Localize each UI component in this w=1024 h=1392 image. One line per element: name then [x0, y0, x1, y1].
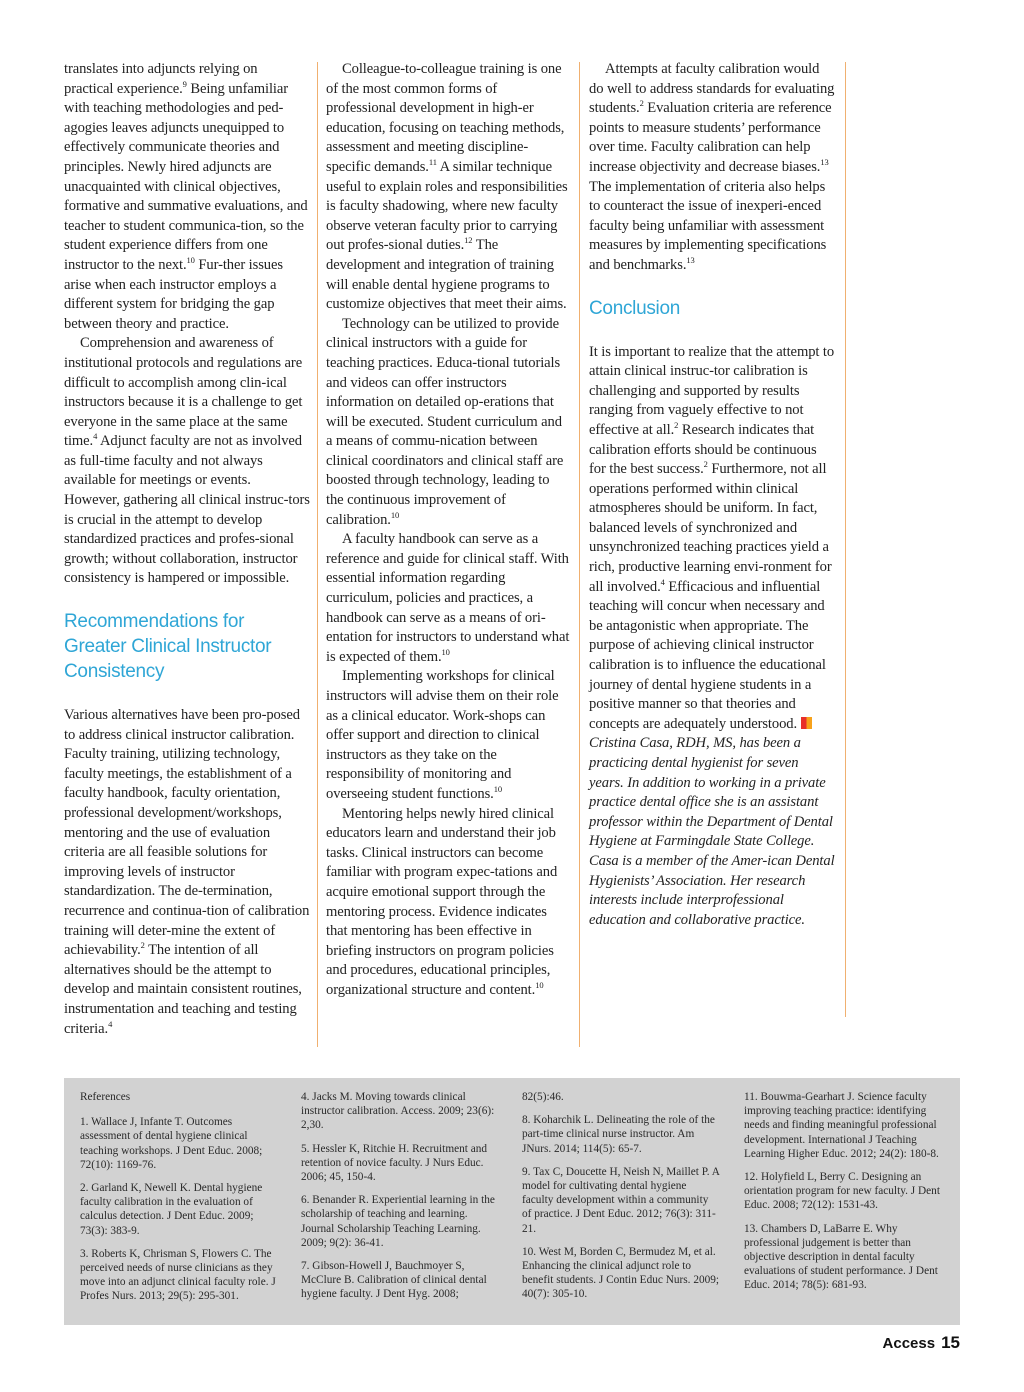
- references-column: [80, 1090, 278, 1313]
- reference-item: 8. Koharchik L. Delineating the role of the part-time clinical nurse instructor. Am JNurs. 2014; 114(5): 65-7.: [522, 1114, 715, 1155]
- column-divider: [845, 62, 846, 1017]
- paragraph: Colleague-to-colleague training is one of the most common forms of professional development in high-er education, focusing on teaching methods, assessment and meeting discipline-specific demands.$^{11}$ A similar technique useful to explain roles and responsibilities is faculty shadowing, where new faculty observe veteran faculty prior to carrying out profes-sional duties.$^{12}$ The development and integration of training will enable dental hygiene programs to customize objectives that meet their aims.: [326, 61, 568, 313]
- paragraph: translates into adjuncts relying on practical experience.$^9$ Being unfamiliar with teaching methodologies and ped-agogies leaves adjuncts unequipped to effectively communicate theories and principles. Newly hired adjuncts are unacquainted with clinical objectives, formative and summative evaluations, and teacher to student communica-tion, so the student experience differs from one instructor to the next.$^{10}$ Fur-ther issues arise when each instructor employs a different system for bridging the gap between theory and practice.: [64, 61, 308, 332]
- references-column: [744, 1090, 942, 1302]
- reference-item: 82(5):46.: [522, 1091, 564, 1103]
- article-column-1: [64, 60, 310, 1039]
- reference-item: 12. Holyfield L, Berry C. Designing an orientation program for new faculty. J Dent Educ. 2008; 72(12): 1531-43.: [744, 1171, 940, 1212]
- section-heading-recommendations: Recommendations for Greater Clinical Instructor Consistency: [64, 611, 272, 683]
- reference-item: 5. Hessler K, Ritchie H. Recruitment and retention of novice faculty. J Nurs Educ. 2006; 45, 150-4.: [301, 1142, 488, 1184]
- column-divider: [317, 62, 318, 1047]
- paragraph: Technology can be utilized to provide clinical instructors with a guide for teaching practices. Educa-tional tutorials and videos can offer instructors information on detailed op-erations that will be executed. Student curriculum and a means of commu-nication between clinical coordinators and clinical staff are boosted through technology, leading to the continuous improvement of calibration.$^{10}$: [326, 315, 564, 528]
- article-column-3: [589, 60, 835, 930]
- paragraph: Attempts at faculty calibration would do well to address standards for evaluating students.$^2$ Evaluation criteria are reference points to measure students’ performance over time. Faculty calibration can help increase objectivity and decrease biases.$^{13}$ The implementation of criteria also helps to counteract the issue of inexperi-enced faculty being unfamiliar with assessment measures by implementing specifications and benchmarks.$^{13}$: [589, 61, 835, 273]
- page-footer: [883, 1333, 960, 1353]
- references-box: [64, 1078, 960, 1325]
- reference-item: 1. Wallace J, Infante T. Outcomes assessment of dental hygiene clinical teaching workshops. J Dent Educ. 2008; 72(10): 1169-76.: [80, 1116, 263, 1171]
- reference-item: 9. Tax C, Doucette H, Neish N, Maillet P. A model for cultivating dental hygiene faculty development within a community of practice. J Dent Educ. 2012; 76(3): 311-21.: [522, 1165, 720, 1235]
- reference-item: 13. Chambers D, LaBarre E. Why professional judgement is better than objective description in dental faculty evaluations of student performance. J Dent Educ. 2014; 78(5): 681-93.: [744, 1222, 938, 1292]
- paragraph: Comprehension and awareness of institutional protocols and regulations are difficult to accomplish among clin-ical instructors because it is a challenge to get everyone in the same place at the same time.$^4$ Adjunct faculty are not as involved as full-time faculty and not always available for meetings or events. However, gathering all clinical instruc-tors is crucial in the attempt to develop standardized practices and profes-sional growth; without collaboration, instructor consistency is hampered or impossible.: [64, 335, 310, 587]
- reference-item: 2. Garland K, Newell K. Dental hygiene faculty calibration in the evaluation of calculus detection. J Dent Educ. 2009; 73(3): 383-9.: [80, 1182, 263, 1237]
- reference-item: 7. Gibson-Howell J, Bauchmoyer S, McClure B. Calibration of clinical dental hygiene faculty. J Dent Hyg. 2008;: [301, 1260, 487, 1301]
- author-bio: Cristina Casa, RDH, MS, has been a practicing dental hygienist for seven years. In addition to working in a private practice dental office she is an assistant professor within the Department of Dental Hygiene at Farmingdale State College. Casa is a member of the Amer-ican Dental Hygienists’ Association. Her research interests include interprofessional education and collaborative practice.: [589, 735, 835, 928]
- reference-item: 11. Bouwma-Gearhart J. Science faculty improving teaching practice: identifying needs and finding meaningful professional development. International J Teaching Learning Higher Educ. 2012; 24(2): 180-8.: [744, 1091, 939, 1160]
- references-column: [301, 1090, 499, 1311]
- references-column: [522, 1090, 720, 1311]
- magazine-name: Access: [882, 1335, 936, 1352]
- paragraph: Mentoring helps newly hired clinical educators learn and understand their job tasks. Clinical instructors can become familiar with program expec-tations and acquire emotional support through the mentoring process. Evidence indicates that mentoring has been effective in briefing instructors on program policies and procedures, educational principles, organizational structure and content.$^{10}$: [326, 805, 558, 998]
- end-of-article-icon: [801, 717, 812, 729]
- reference-item: 3. Roberts K, Chrisman S, Flowers C. The perceived needs of nurse clinicians as they move into an adjunct clinical faculty role. J Profes Nurs. 2013; 29(5): 295-301.: [80, 1247, 276, 1303]
- paragraph: Various alternatives have been pro-posed to address clinical instructor calibration. Faculty training, utilizing technology, faculty meetings, the establishment of a faculty handbook, faculty orientation, professional development/workshops, mentoring and the use of evaluation criteria are all feasible solutions for improving levels of instructor standardization. The de-termination, recurrence and continua-tion of calibration training will deter-mine the extent of achievability.$^2$ The intention of all alternatives should be the attempt to develop and maintain consistent routines, instrumentation and teaching and testing criteria.$^4$: [64, 707, 310, 1037]
- column-divider: [579, 62, 580, 1047]
- reference-item: 4. Jacks M. Moving towards clinical instructor calibration. Access. 2009; 23(6): 2,30.: [301, 1091, 495, 1132]
- paragraph: It is important to realize that the attempt to attain clinical instruc-tor calibration is challenging and supported by results ranging from vaguely effective to not effective at all.$^2$ Research indicates that calibration efforts should be continuous for the best success.$^2$ Furthermore, not all operations performed within clinical atmospheres should be uniform. In fact, balanced levels of synchronized and unsynchronized teaching practices yield a rich, productive learning envi-ronment for all involved.$^4$ Efficacious and influential teaching will concur when necessary and be antagonistic when appropriate. The purpose of achieving clinical instructor calibration is to influence the educational journey of dental hygiene students in a positive manner so that theories and concepts are adequately understood.: [589, 343, 835, 732]
- reference-item: 6. Benander R. Experiential learning in the scholarship of teaching and learning. Journal Scholarship Teaching Learning. 2009; 9(2): 36-41.: [301, 1194, 495, 1249]
- references-title: References: [80, 1091, 131, 1103]
- paragraph: Implementing workshops for clinical instructors will advise them on their role as a clinical educator. Work-shops can offer support and direction to clinical instructors as they take on the responsibility of monitoring and overseeing student functions.$^{10}$: [326, 668, 559, 802]
- page-number: 15: [941, 1333, 960, 1352]
- reference-item: 10. West M, Borden C, Bermudez M, et al. Enhancing the clinical adjunct role to benefit students. J Contin Educ Nurs. 2009; 40(7): 305-10.: [522, 1245, 720, 1301]
- paragraph: A faculty handbook can serve as a reference and guide for clinical staff. With essential information regarding curriculum, policies and practices, a handbook can serve as a means of ori-entation for instructors to understand what is expected of them.$^{10}$: [326, 531, 570, 665]
- section-heading-conclusion: Conclusion: [589, 297, 680, 319]
- article-column-2: [326, 60, 570, 1001]
